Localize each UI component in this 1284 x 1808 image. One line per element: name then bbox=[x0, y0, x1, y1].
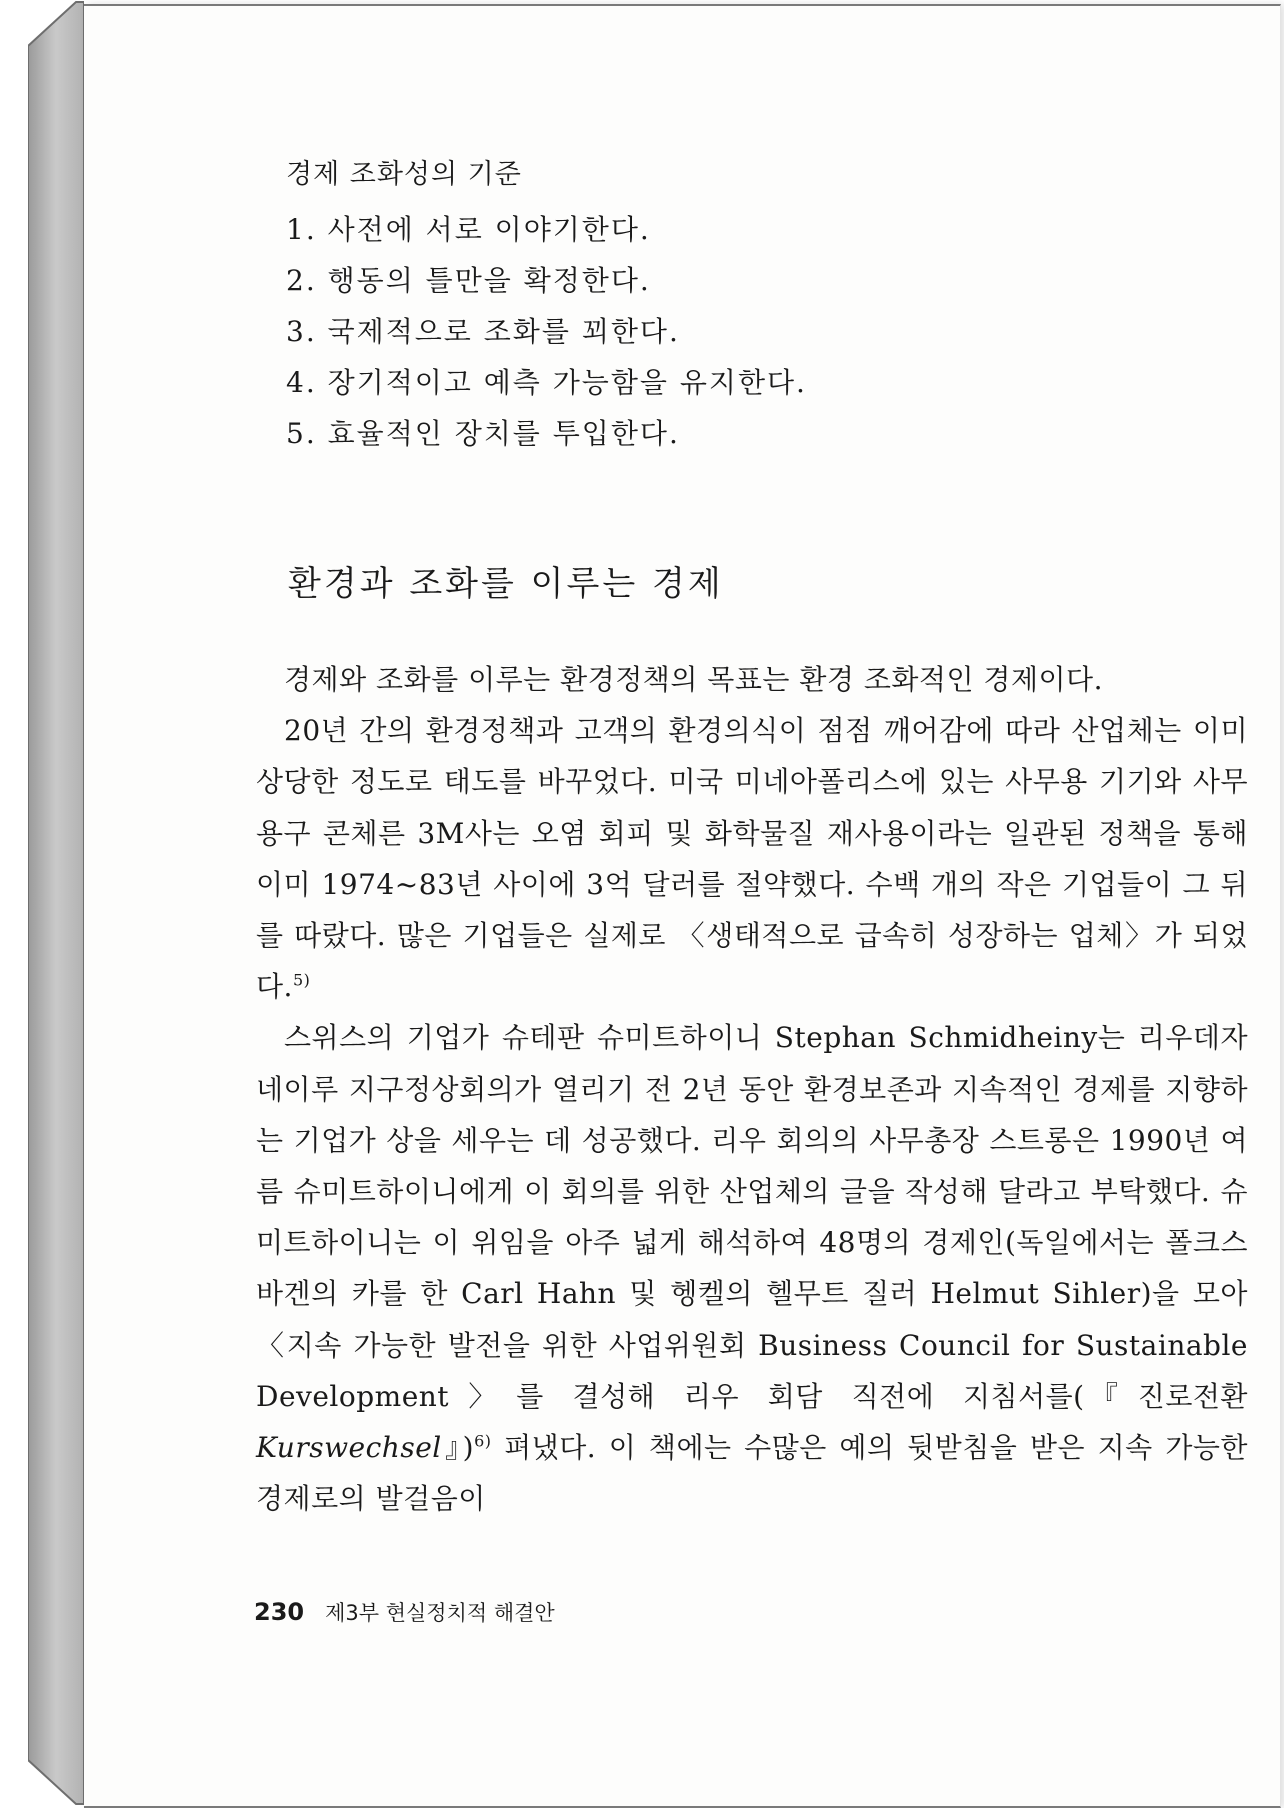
paragraph-3-text-end: 펴냈다. 이 책에는 수많은 예의 뒷받침을 받은 지속 가능한 경제로의 발걸음이 bbox=[256, 1431, 1248, 1516]
page-footer bbox=[254, 1597, 555, 1627]
criteria-item: 4. 장기적이고 예측 가능함을 유지한다. bbox=[286, 366, 807, 399]
section-heading: 환경과 조화를 이루는 경제 bbox=[288, 564, 724, 604]
criteria-item: 5. 효율적인 장치를 투입한다. bbox=[286, 417, 680, 450]
criteria-item: 2. 행동의 틀만을 확정한다. bbox=[286, 264, 651, 297]
paragraph-3 bbox=[256, 1012, 1248, 1524]
footnote-ref-5: 5) bbox=[292, 970, 311, 990]
criteria-title: 경제 조화성의 기준 bbox=[286, 159, 522, 190]
criteria-block bbox=[286, 154, 986, 459]
paragraph-2-text: 20년 간의 환경정책과 고객의 환경의식이 점점 깨어감에 따라 산업체는 이미 상당한 정도로 태도를 바꾸었다. 미국 미네아폴리스에 있는 사무용 기기와 사무용구 콘체른 3M사는 오염 회피 및 화학물질 재사용이라는 일관된 정책을 통해 이미 1974~83년 사이에 3억 달러를 절약했다. 수백 개의 작은 기업들이 그 뒤를 따랐다. 많은 기업들은 실제로 〈생태적으로 급속히 성장하는 업체〉가 되었다. bbox=[256, 714, 1248, 1004]
paragraph-3-text: 스위스의 기업가 슈테판 슈미트하이니 Stephan Schmidheiny는 리우데자네이루 지구정상회의가 열리기 전 2년 동안 환경보존과 지속적인 경제를 지향하는 기업가 상을 세우는 데 성공했다. 리우 회의의 사무총장 스트롱은 1990년 여름 슈미트하이니에게 이 회의를 위한 산업체의 글을 작성해 달라고 부탁했다. 슈미트하이니는 이 위임을 아주 넓게 해석하여 48명의 경제인(독일에서는 폴크스바겐의 카를 한 Carl Hahn 및 헹켈의 헬무트 질러 Helmut Sihler)을 모아 〈지속 가능한 발전을 위한 사업위원회 Business Council for Sustainable Development〉를 결성해 리우 회담 직전에 지침서를(『진로전환 bbox=[256, 1021, 1248, 1413]
paragraph-2 bbox=[256, 705, 1248, 1012]
book-title-kurswechsel: Kurswechsel bbox=[256, 1431, 442, 1465]
book-page bbox=[84, 4, 1281, 1808]
paragraph-1 bbox=[256, 654, 1248, 705]
book-spine bbox=[28, 0, 84, 1806]
footnote-ref-6: 6) bbox=[474, 1431, 492, 1451]
criteria-list bbox=[286, 204, 986, 459]
paragraph-3-bracket: 』) bbox=[441, 1431, 475, 1465]
paragraph-1-text: 경제와 조화를 이루는 환경정책의 목표는 환경 조화적인 경제이다. bbox=[284, 663, 1104, 696]
body-text bbox=[256, 654, 1248, 1524]
page-number: 230 bbox=[254, 1598, 305, 1626]
criteria-item: 1. 사전에 서로 이야기한다. bbox=[286, 213, 651, 246]
criteria-item: 3. 국제적으로 조화를 꾀한다. bbox=[286, 315, 680, 348]
running-title: 제3부 현실정치적 해결안 bbox=[325, 1601, 555, 1625]
